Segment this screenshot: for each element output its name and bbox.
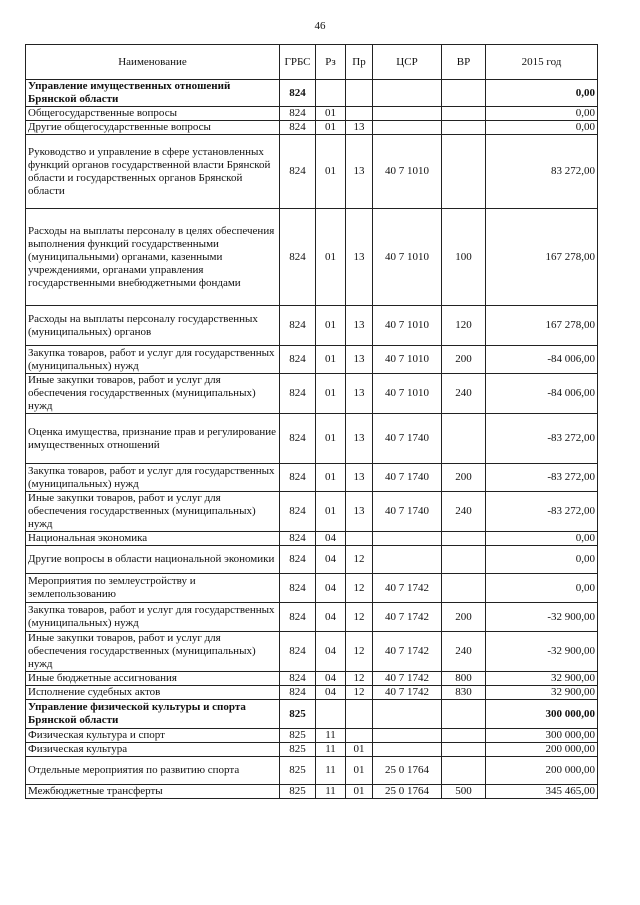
table-row <box>26 306 598 346</box>
cell-name: Иные бюджетные ассигнования <box>26 672 280 686</box>
table-header-row <box>26 45 598 80</box>
table-row <box>26 374 598 414</box>
cell-name: Отдельные мероприятия по развитию спорта <box>26 757 280 785</box>
table-row <box>26 346 598 374</box>
cell-vr: 830 <box>442 686 486 700</box>
table-row <box>26 729 598 743</box>
cell-name: Физическая культура <box>26 743 280 757</box>
table-row <box>26 532 598 546</box>
cell-name: Руководство и управление в сфере установленных функций органов государственной власти Брянской области и государственных органов Брянской области <box>26 135 280 209</box>
budget-table <box>25 44 598 799</box>
cell-pr <box>346 80 373 107</box>
cell-amount: 0,00 <box>486 107 598 121</box>
cell-name: Другие общегосударственные вопросы <box>26 121 280 135</box>
cell-vr <box>442 135 486 209</box>
cell-rz <box>316 700 346 729</box>
cell-pr: 13 <box>346 135 373 209</box>
cell-rz: 01 <box>316 414 346 464</box>
cell-pr: 13 <box>346 306 373 346</box>
cell-vr: 200 <box>442 464 486 492</box>
cell-pr: 12 <box>346 686 373 700</box>
cell-amount: 167 278,00 <box>486 209 598 306</box>
cell-grbs: 825 <box>280 729 316 743</box>
cell-name: Мероприятия по землеустройству и землепользованию <box>26 574 280 603</box>
cell-csr: 40 7 1010 <box>373 135 442 209</box>
cell-name: Иные закупки товаров, работ и услуг для обеспечения государственных (муниципальных) нужд <box>26 632 280 672</box>
page-number: 46 <box>314 20 326 32</box>
cell-amount: -84 006,00 <box>486 346 598 374</box>
cell-rz: 04 <box>316 546 346 574</box>
cell-amount: -84 006,00 <box>486 374 598 414</box>
cell-vr <box>442 743 486 757</box>
cell-pr: 12 <box>346 632 373 672</box>
cell-amount: 32 900,00 <box>486 672 598 686</box>
cell-vr: 200 <box>442 346 486 374</box>
cell-pr <box>346 532 373 546</box>
cell-grbs: 824 <box>280 346 316 374</box>
cell-grbs: 824 <box>280 209 316 306</box>
cell-csr: 40 7 1010 <box>373 306 442 346</box>
cell-vr: 240 <box>442 374 486 414</box>
column-header-year: 2015 год <box>486 45 598 80</box>
cell-rz: 01 <box>316 135 346 209</box>
cell-csr: 40 7 1740 <box>373 464 442 492</box>
table-row <box>26 492 598 532</box>
cell-csr <box>373 729 442 743</box>
table-row <box>26 757 598 785</box>
cell-vr: 100 <box>442 209 486 306</box>
cell-csr <box>373 121 442 135</box>
cell-name: Общегосударственные вопросы <box>26 107 280 121</box>
table-row <box>26 603 598 632</box>
cell-amount: 0,00 <box>486 546 598 574</box>
cell-vr <box>442 700 486 729</box>
cell-pr: 12 <box>346 574 373 603</box>
cell-csr <box>373 80 442 107</box>
cell-csr: 40 7 1740 <box>373 414 442 464</box>
cell-name: Оценка имущества, признание прав и регулирование имущественных отношений <box>26 414 280 464</box>
cell-csr: 40 7 1010 <box>373 209 442 306</box>
cell-grbs: 824 <box>280 632 316 672</box>
cell-pr: 01 <box>346 743 373 757</box>
cell-amount: 300 000,00 <box>486 729 598 743</box>
cell-vr <box>442 757 486 785</box>
cell-pr: 13 <box>346 374 373 414</box>
cell-amount: 0,00 <box>486 121 598 135</box>
cell-name: Закупка товаров, работ и услуг для государственных (муниципальных) нужд <box>26 603 280 632</box>
cell-rz: 01 <box>316 464 346 492</box>
cell-rz: 01 <box>316 107 346 121</box>
cell-vr: 120 <box>442 306 486 346</box>
cell-rz: 04 <box>316 574 346 603</box>
cell-pr: 01 <box>346 757 373 785</box>
cell-rz: 04 <box>316 532 346 546</box>
cell-grbs: 824 <box>280 374 316 414</box>
table-row <box>26 672 598 686</box>
cell-name: Исполнение судебных актов <box>26 686 280 700</box>
table-row <box>26 209 598 306</box>
cell-csr: 40 7 1010 <box>373 374 442 414</box>
cell-rz: 01 <box>316 306 346 346</box>
cell-name: Закупка товаров, работ и услуг для государственных (муниципальных) нужд <box>26 346 280 374</box>
cell-rz: 01 <box>316 346 346 374</box>
cell-csr: 40 7 1742 <box>373 686 442 700</box>
column-header-name: Наименование <box>26 45 280 80</box>
cell-rz: 01 <box>316 374 346 414</box>
cell-csr: 40 7 1742 <box>373 632 442 672</box>
cell-pr <box>346 107 373 121</box>
cell-grbs: 824 <box>280 686 316 700</box>
cell-csr: 40 7 1742 <box>373 603 442 632</box>
cell-name: Управление имущественных отношений Брянской области <box>26 80 280 107</box>
cell-name: Иные закупки товаров, работ и услуг для обеспечения государственных (муниципальных) нужд <box>26 374 280 414</box>
cell-grbs: 824 <box>280 492 316 532</box>
cell-vr <box>442 574 486 603</box>
cell-grbs: 824 <box>280 603 316 632</box>
cell-rz: 04 <box>316 686 346 700</box>
cell-name: Управление физической культуры и спорта Брянской области <box>26 700 280 729</box>
cell-csr: 40 7 1740 <box>373 492 442 532</box>
cell-name: Другие вопросы в области национальной экономики <box>26 546 280 574</box>
cell-grbs: 825 <box>280 785 316 799</box>
cell-pr: 12 <box>346 672 373 686</box>
cell-pr: 13 <box>346 414 373 464</box>
cell-amount: 32 900,00 <box>486 686 598 700</box>
cell-name: Физическая культура и спорт <box>26 729 280 743</box>
cell-csr: 40 7 1742 <box>373 672 442 686</box>
cell-pr: 13 <box>346 492 373 532</box>
cell-rz: 11 <box>316 757 346 785</box>
cell-amount: 345 465,00 <box>486 785 598 799</box>
cell-rz: 01 <box>316 209 346 306</box>
cell-vr <box>442 107 486 121</box>
table-row <box>26 700 598 729</box>
cell-vr <box>442 546 486 574</box>
cell-vr: 500 <box>442 785 486 799</box>
table-row <box>26 686 598 700</box>
cell-pr <box>346 729 373 743</box>
cell-csr <box>373 107 442 121</box>
cell-vr: 240 <box>442 492 486 532</box>
cell-pr: 13 <box>346 121 373 135</box>
cell-vr: 240 <box>442 632 486 672</box>
cell-grbs: 824 <box>280 546 316 574</box>
cell-grbs: 824 <box>280 532 316 546</box>
cell-grbs: 824 <box>280 574 316 603</box>
cell-csr: 25 0 1764 <box>373 757 442 785</box>
cell-amount: -32 900,00 <box>486 603 598 632</box>
cell-grbs: 824 <box>280 672 316 686</box>
table-row <box>26 80 598 107</box>
cell-grbs: 824 <box>280 306 316 346</box>
cell-vr: 800 <box>442 672 486 686</box>
cell-rz: 04 <box>316 603 346 632</box>
table-row <box>26 464 598 492</box>
cell-csr <box>373 700 442 729</box>
cell-pr: 13 <box>346 346 373 374</box>
cell-amount: 167 278,00 <box>486 306 598 346</box>
cell-name: Национальная экономика <box>26 532 280 546</box>
table-row <box>26 743 598 757</box>
cell-grbs: 824 <box>280 80 316 107</box>
cell-grbs: 824 <box>280 464 316 492</box>
cell-amount: 0,00 <box>486 574 598 603</box>
cell-amount: 200 000,00 <box>486 757 598 785</box>
table-row <box>26 574 598 603</box>
cell-name: Межбюджетные трансферты <box>26 785 280 799</box>
cell-vr <box>442 121 486 135</box>
cell-rz: 11 <box>316 785 346 799</box>
column-header-csr: ЦСР <box>373 45 442 80</box>
cell-name: Расходы на выплаты персоналу в целях обеспечения выполнения функций государственными (муниципальными) органами, казенными учреждениями, органами управления государственными внебюджетными фондами <box>26 209 280 306</box>
cell-amount: -83 272,00 <box>486 492 598 532</box>
cell-pr: 01 <box>346 785 373 799</box>
cell-csr <box>373 532 442 546</box>
cell-amount: 0,00 <box>486 80 598 107</box>
cell-vr <box>442 414 486 464</box>
table-row <box>26 414 598 464</box>
cell-name: Расходы на выплаты персоналу государственных (муниципальных) органов <box>26 306 280 346</box>
cell-grbs: 824 <box>280 135 316 209</box>
cell-amount: -32 900,00 <box>486 632 598 672</box>
cell-rz: 01 <box>316 121 346 135</box>
cell-amount: 300 000,00 <box>486 700 598 729</box>
cell-name: Иные закупки товаров, работ и услуг для обеспечения государственных (муниципальных) нужд <box>26 492 280 532</box>
table-row <box>26 546 598 574</box>
cell-vr: 200 <box>442 603 486 632</box>
cell-pr: 13 <box>346 464 373 492</box>
table-body <box>26 80 598 799</box>
cell-rz: 04 <box>316 672 346 686</box>
cell-amount: 83 272,00 <box>486 135 598 209</box>
column-header-vr: ВР <box>442 45 486 80</box>
column-header-rz: Рз <box>316 45 346 80</box>
cell-name: Закупка товаров, работ и услуг для государственных (муниципальных) нужд <box>26 464 280 492</box>
table-row <box>26 121 598 135</box>
cell-csr: 40 7 1010 <box>373 346 442 374</box>
cell-amount: 0,00 <box>486 532 598 546</box>
cell-vr <box>442 729 486 743</box>
cell-grbs: 825 <box>280 700 316 729</box>
cell-csr: 25 0 1764 <box>373 785 442 799</box>
cell-vr <box>442 532 486 546</box>
table-row <box>26 785 598 799</box>
column-header-grbs: ГРБС <box>280 45 316 80</box>
cell-grbs: 824 <box>280 414 316 464</box>
cell-grbs: 825 <box>280 743 316 757</box>
cell-grbs: 825 <box>280 757 316 785</box>
column-header-pr: Пр <box>346 45 373 80</box>
table-row <box>26 135 598 209</box>
cell-vr <box>442 80 486 107</box>
cell-rz: 11 <box>316 729 346 743</box>
table-row <box>26 632 598 672</box>
cell-csr <box>373 546 442 574</box>
cell-pr: 12 <box>346 603 373 632</box>
cell-grbs: 824 <box>280 121 316 135</box>
cell-rz: 01 <box>316 492 346 532</box>
cell-pr: 12 <box>346 546 373 574</box>
cell-amount: 200 000,00 <box>486 743 598 757</box>
cell-pr: 13 <box>346 209 373 306</box>
cell-rz <box>316 80 346 107</box>
cell-amount: -83 272,00 <box>486 464 598 492</box>
cell-rz: 04 <box>316 632 346 672</box>
cell-amount: -83 272,00 <box>486 414 598 464</box>
cell-pr <box>346 700 373 729</box>
cell-grbs: 824 <box>280 107 316 121</box>
table-row <box>26 107 598 121</box>
cell-csr <box>373 743 442 757</box>
cell-csr: 40 7 1742 <box>373 574 442 603</box>
cell-rz: 11 <box>316 743 346 757</box>
